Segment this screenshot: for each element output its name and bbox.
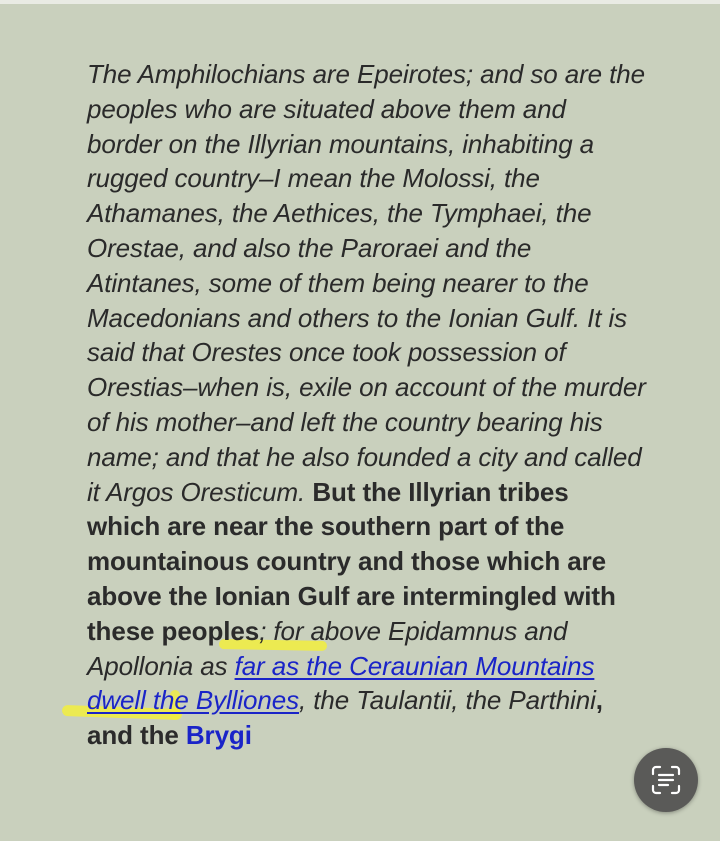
top-edge (0, 0, 720, 4)
text-scan-icon (650, 764, 682, 796)
passage-intro: The Amphilochians are Epeirotes; and so are the peoples who are situated above them and border on the Illyrian mountains, inhabiting a rugged country–I mean the Molossi, the Athamanes, the Aethices, the Tymphaei, the Orestae, and also the Paroraei and the Atintanes, some of them being nearer to the Macedonians and others to the Ionian Gulf. It is said that Orestes once took possession of Orestias–when is, exile on account of the murder of his mother–and left the country bearing his name; and that he also founded a city and called it Argos Oresticum. (87, 59, 646, 507)
passage-tribes: , the Taulantii, the Parthini (299, 685, 596, 716)
link-ceraunian-mountains[interactable]: far as the Ceraunian Mountains dwell the Bylliones (87, 650, 595, 716)
passage-text (87, 57, 647, 753)
brygi-label: Brygi (185, 720, 252, 751)
passage-continuation: ; for above Epidamnus and Apollonia as (87, 615, 568, 681)
lens-button[interactable] (634, 748, 698, 812)
passage-bold-sentence: But the Illyrian tribes which are near the southern part of the mountainous country and those which are above the Ionian Gulf are intermingled with these peoples (87, 476, 616, 646)
passage-and-the: , and the (87, 685, 603, 751)
